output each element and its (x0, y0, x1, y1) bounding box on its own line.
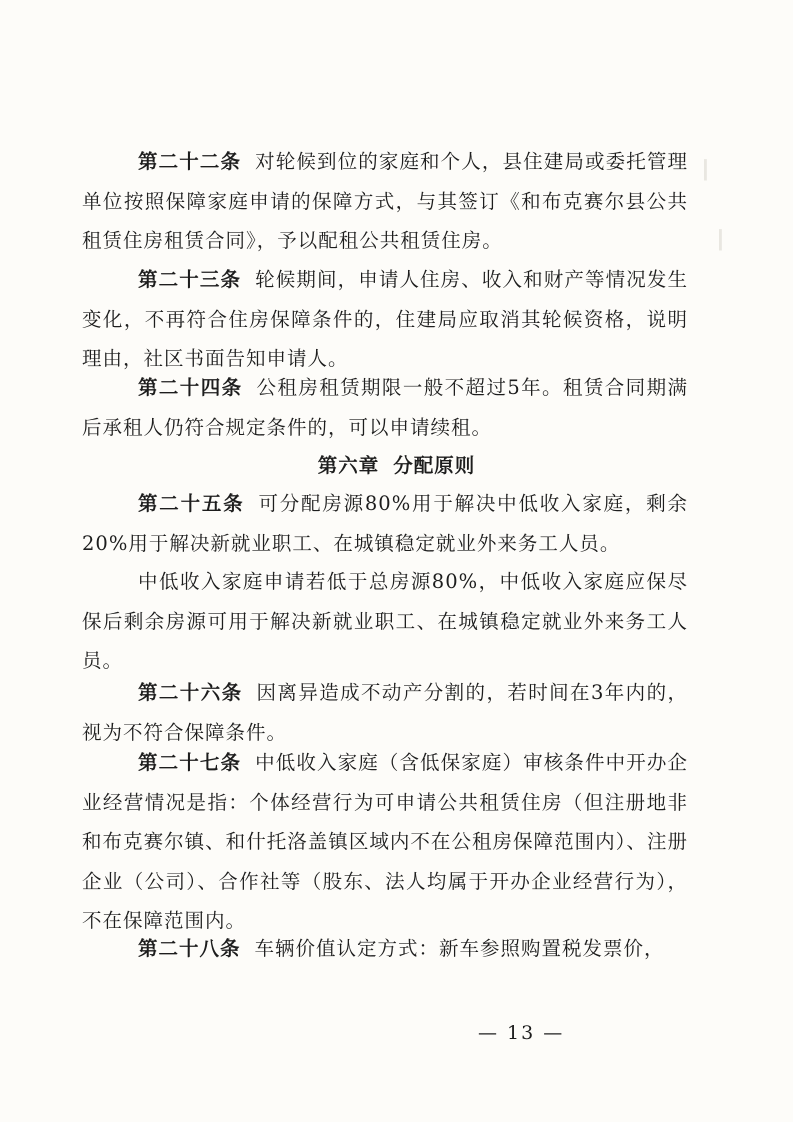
article-23 (82, 260, 688, 379)
article-28 (82, 929, 688, 969)
article-text: 因离异造成不动产分割的，若时间在3年内的，视为不符合保障条件。 (82, 681, 688, 744)
article-label: 第二十七条 (138, 751, 242, 774)
article-text: 车辆价值认定方式：新车参照购置税发票价， (254, 937, 665, 960)
chapter-number: 第六章 (317, 454, 380, 477)
paragraph-text: 中低收入家庭申请若低于总房源80%，中低收入家庭应保尽保后剩余房源可用于解决新就业职工、在城镇稳定就业外来务工人员。 (82, 570, 688, 672)
article-22 (82, 142, 688, 261)
chapter-title: 分配原则 (393, 454, 476, 477)
paragraph-continuation (82, 562, 688, 681)
article-label: 第二十三条 (138, 268, 242, 291)
show-through-mark: ┃ (700, 160, 711, 181)
page-number: — 13 — (478, 1022, 565, 1044)
article-label: 第二十二条 (138, 150, 242, 173)
article-text: 可分配房源80%用于解决中低收入家庭，剩余20%用于解决新就业职工、在城镇稳定就业外来务工人员。 (82, 492, 688, 555)
article-label: 第二十八条 (138, 937, 241, 960)
article-text: 对轮候到位的家庭和个人，县住建局或委托管理单位按照保障家庭申请的保障方式，与其签订《和布克赛尔县公共租赁住房租赁合同》，予以配租公共租赁住房。 (82, 150, 688, 252)
article-text: 轮候期间，申请人住房、收入和财产等情况发生变化，不再符合住房保障条件的，住建局应取消其轮候资格，说明理由，社区书面告知申请人。 (82, 268, 688, 370)
article-text: 中低收入家庭（含低保家庭）审核条件中开办企业经营情况是指：个体经营行为可申请公共租赁住房（但注册地非和布克赛尔镇、和什托洛盖镇区域内不在公租房保障范围内）、注册企业（公司）、合作社等（股东、法人均属于开办企业经营行为），不在保障范围内。 (82, 751, 688, 932)
article-text: 公租房租赁期限一般不超过5年。租赁合同期满后承租人仍符合规定条件的，可以申请续租。 (82, 376, 688, 439)
article-label: 第二十六条 (138, 681, 243, 704)
article-label: 第二十四条 (138, 376, 243, 399)
show-through-mark: ┃ (715, 230, 726, 251)
article-24 (82, 368, 688, 447)
article-25 (82, 484, 688, 563)
article-label: 第二十五条 (138, 492, 245, 515)
article-26 (82, 673, 688, 752)
article-27 (82, 743, 688, 941)
chapter-heading (0, 446, 793, 485)
